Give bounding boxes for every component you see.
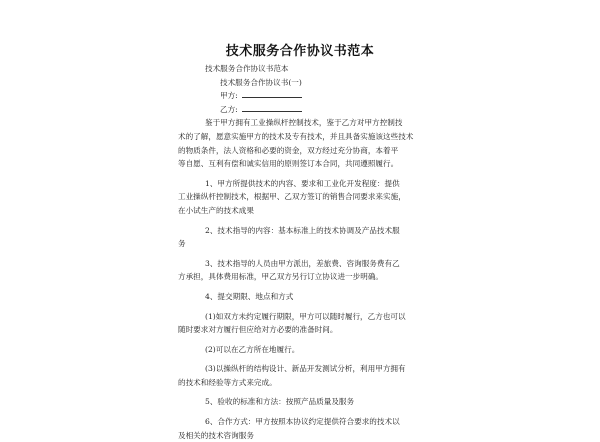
intro-line: 术的了解，愿意实施甲方的技术及专有技术，并且具备实施该这些技术 — [178, 131, 414, 141]
section-3-line: 方承担，具体费用标准，甲乙双方另行订立协议进一步明确。 — [178, 272, 384, 282]
section-1-line: 1、甲方所提供技术的内容、要求和工业化开发程度：提供 — [205, 178, 400, 188]
subtitle: 技术服务合作协议书范本 — [205, 64, 289, 73]
section-4-1-line: (1)如双方未约定履行期限，甲方可以随时履行，乙方也可以 — [205, 311, 406, 321]
section-6-line: 及相关的技术咨询服务 — [178, 430, 254, 440]
section-4-3-line: 的技术和经验等方式来完成。 — [178, 377, 277, 387]
section-1-line: 工业操纵杆控制技术，根据甲、乙双方签订的销售合同要求来实施， — [178, 192, 406, 202]
section-6-line: 6、合作方式：甲方按照本协议约定提供符合要求的技术以 — [205, 417, 400, 427]
section-5-line: 5、验收的标准和方法：按照产品质量及服务 — [205, 397, 355, 407]
document-body — [178, 62, 416, 442]
intro-line: 的物质条件，法人资格和必要的资金，双方经过充分协商，本着平 — [178, 145, 399, 155]
section-4-heading: 4、提交期限、地点和方式 — [205, 291, 294, 301]
party-a-blank — [242, 89, 302, 98]
section-3-line: 3、技术指导的人员由甲方派出，差旅费、咨询服务费有乙 — [205, 258, 400, 268]
contract-line: 技术服务合作协议书(一) — [220, 77, 302, 87]
document-title: 技术服务合作协议书范本 — [225, 44, 375, 59]
intro-line: 等自愿、互利有偿和诚实信用的原则签订本合同，共同遵照履行。 — [178, 159, 399, 169]
section-1-line: 在小试生产的技术成果 — [178, 205, 254, 215]
party-b-line — [178, 103, 416, 117]
section-2-line: 务 — [178, 239, 186, 249]
party-a-label: 甲方: — [220, 91, 238, 101]
section-2-line: 2、技术指导的内容：基本标准上的技术协调及产品技术服 — [205, 225, 400, 235]
party-b-label: 乙方: — [220, 104, 238, 114]
section-4-3-line: (3)以操纵杆的结构设计、新品开发测试分析，利用甲方拥有 — [205, 364, 406, 374]
section-4-2-line: (2)可以在乙方所在地履行。 — [205, 344, 300, 354]
party-b-blank — [242, 103, 302, 112]
intro-line: 鉴于甲方拥有工业操纵杆控制技术，鉴于乙方对甲方控制技 — [205, 118, 403, 128]
section-4-1-line: 随时要求对方履行但应给对方必要的准备时间。 — [178, 325, 338, 335]
party-a-line — [178, 89, 416, 103]
